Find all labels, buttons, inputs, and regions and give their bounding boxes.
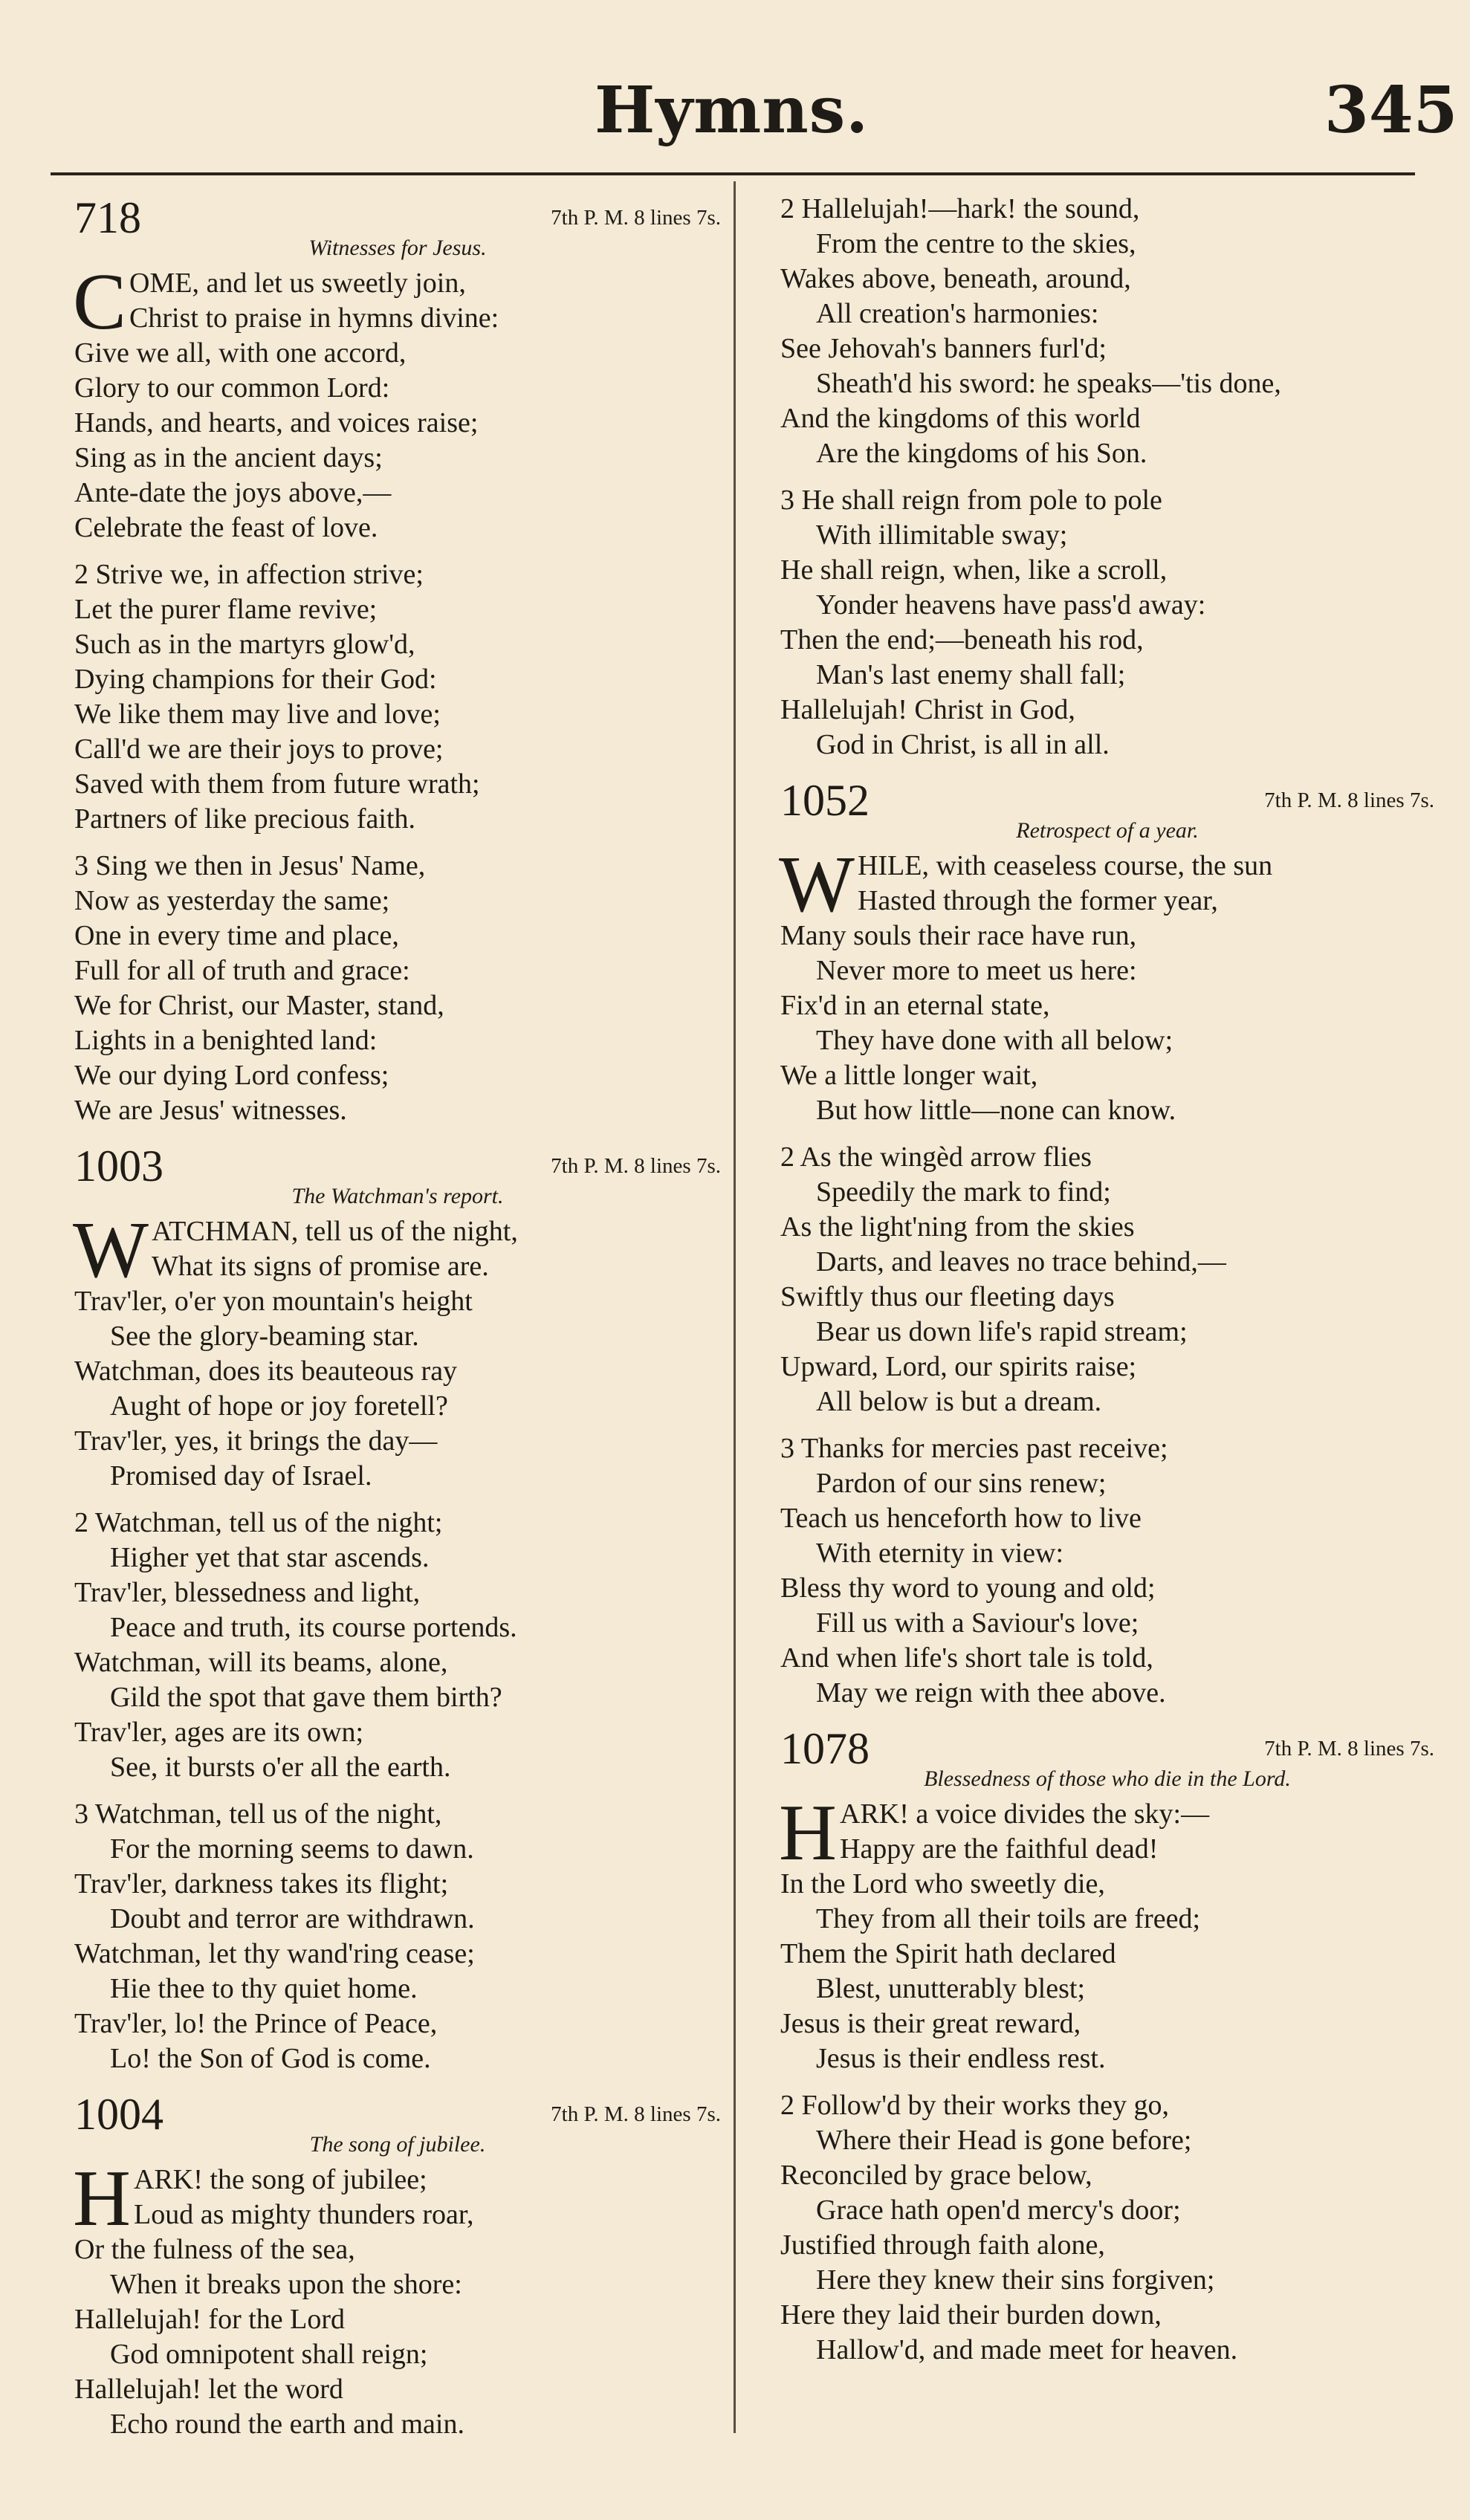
- hymn-line: Watchman, does its beauteous ray: [74, 1355, 458, 1387]
- hymn-header: [74, 1140, 721, 1214]
- hymn-line: May we reign with thee above.: [816, 1677, 1166, 1708]
- hymn-line: Higher yet that star ascends.: [110, 1542, 430, 1573]
- drop-cap-initial: H: [73, 2154, 131, 2243]
- page-number: 345: [1324, 73, 1458, 148]
- hymn-line: But how little—none can know.: [816, 1095, 1176, 1126]
- hymn-entry: [74, 2088, 721, 2442]
- drop-cap-initial: W: [779, 840, 855, 929]
- hymn-line: Darts, and leaves no trace behind,—: [816, 1246, 1226, 1277]
- hymn-line: Speedily the mark to find;: [816, 1176, 1111, 1208]
- hymn-line: In the Lord who sweetly die,: [780, 1868, 1105, 1899]
- hymn-line: Hallelujah! let the word: [74, 2374, 343, 2405]
- hymn-line: Doubt and terror are withdrawn.: [110, 1903, 475, 1934]
- hymn-subtitle: The song of jubilee.: [309, 2132, 486, 2157]
- hymn-line: See Jehovah's banners furl'd;: [780, 333, 1107, 364]
- hymn-line: We for Christ, our Master, stand,: [74, 990, 444, 1021]
- hymn-line: 3 Thanks for mercies past receive;: [780, 1433, 1168, 1464]
- hymn-subtitle: Witnesses for Jesus.: [308, 236, 487, 260]
- hymn-line: Lights in a benighted land:: [74, 1025, 378, 1056]
- hymn-line: Trav'ler, yes, it brings the day—: [74, 1425, 438, 1457]
- hymn-line: Saved with them from future wrath;: [74, 768, 480, 800]
- hymn-line: When it breaks upon the shore:: [110, 2269, 462, 2300]
- hymn-line: We like them may live and love;: [74, 699, 441, 730]
- hymn-line: He shall reign, when, like a scroll,: [780, 554, 1168, 586]
- hymn-line: Hallelujah! Christ in God,: [780, 694, 1075, 725]
- hymn-line: Trav'ler, lo! the Prince of Peace,: [74, 2008, 438, 2039]
- hymn-line: Many souls their race have run,: [780, 920, 1137, 951]
- hymn-line: Grace hath open'd mercy's door;: [816, 2195, 1181, 2226]
- hymn-line: 2 Watchman, tell us of the night;: [74, 1507, 443, 1538]
- hymn-stanza: [780, 1431, 1434, 1711]
- hymn-line: 2 As the wingèd arrow flies: [780, 1141, 1092, 1173]
- hymn-line: Reconciled by grace below,: [780, 2160, 1092, 2191]
- hymn-line: We a little longer wait,: [780, 1060, 1038, 1091]
- hymn-line: Full for all of truth and grace:: [74, 955, 410, 986]
- hymn-meter: 7th P. M. 8 lines 7s.: [551, 1154, 721, 1178]
- hymn-header: [780, 774, 1434, 849]
- hymn-line: We our dying Lord confess;: [74, 1060, 389, 1091]
- drop-cap-initial: W: [73, 1206, 149, 1295]
- drop-cap-initial: H: [779, 1789, 837, 1877]
- hymn-line: Swiftly thus our fleeting days: [780, 1281, 1115, 1312]
- hymn-line: See the glory-beaming star.: [110, 1321, 419, 1352]
- hymn-subtitle: The Watchman's report.: [291, 1184, 504, 1208]
- hymn-line: Or the fulness of the sea,: [74, 2234, 355, 2265]
- hymn-line: 2 Hallelujah!—hark! the sound,: [780, 193, 1140, 224]
- hymn-line: Echo round the earth and main.: [110, 2409, 464, 2440]
- hymn-number: 1052: [780, 776, 870, 825]
- hymn-line: Trav'ler, o'er yon mountain's height: [74, 1286, 473, 1317]
- hymn-number: 1003: [74, 1141, 163, 1191]
- hymn-entry: [74, 192, 721, 1128]
- hymn-line: Now as yesterday the same;: [74, 885, 390, 916]
- hymn-line: Bear us down life's rapid stream;: [816, 1316, 1188, 1347]
- hymn-line: Call'd we are their joys to prove;: [74, 733, 444, 765]
- hymn-line: Celebrate the feast of love.: [74, 512, 378, 543]
- hymn-line: Never more to meet us here:: [816, 955, 1137, 986]
- hymn-line: ARK! the song of jubilee;: [134, 2164, 427, 2195]
- hymn-line: Wakes above, beneath, around,: [780, 263, 1131, 294]
- hymn-header: [74, 2088, 721, 2163]
- hymn-line: Pardon of our sins renew;: [816, 1468, 1107, 1499]
- hymn-stanza: [73, 2154, 721, 2442]
- continued-stanza: [780, 483, 1434, 762]
- hymn-line: Then the end;—beneath his rod,: [780, 624, 1144, 655]
- hymn-line: All creation's harmonies:: [816, 298, 1099, 329]
- hymn-line: With illimitable sway;: [816, 519, 1068, 551]
- hymn-entry: [780, 1723, 1434, 2368]
- hymn-entry: [780, 774, 1434, 1711]
- hymn-line: As the light'ning from the skies: [780, 1211, 1135, 1243]
- hymn-line: Blest, unutterably blest;: [816, 1973, 1086, 2004]
- continued-stanza: [780, 192, 1434, 471]
- hymn-number: 1004: [74, 2090, 163, 2139]
- hymn-line: Trav'ler, darkness takes its flight;: [74, 1868, 449, 1899]
- running-title: Hymns.: [595, 73, 870, 148]
- hymn-subtitle: Blessedness of those who die in the Lord.: [924, 1766, 1291, 1791]
- hymn-line: Where their Head is gone before;: [816, 2125, 1192, 2156]
- hymn-line: 2 Follow'd by their works they go,: [780, 2090, 1169, 2121]
- hymn-header: [780, 1723, 1434, 1797]
- hymn-line: 3 He shall reign from pole to pole: [780, 485, 1162, 516]
- hymn-meter: 7th P. M. 8 lines 7s.: [1264, 788, 1434, 812]
- hymn-meter: 7th P. M. 8 lines 7s.: [1264, 1737, 1434, 1761]
- hymn-line: ARK! a voice divides the sky:—: [840, 1798, 1210, 1830]
- hymn-line: Are the kingdoms of his Son.: [816, 438, 1147, 469]
- hymn-line: Here they laid their burden down,: [780, 2299, 1162, 2330]
- hymn-line: Man's last enemy shall fall;: [816, 659, 1126, 690]
- hymn-line: Watchman, will its beams, alone,: [74, 1647, 448, 1678]
- hymn-line: See, it bursts o'er all the earth.: [110, 1752, 451, 1783]
- hymn-line: Teach us henceforth how to live: [780, 1503, 1142, 1534]
- hymn-meter: 7th P. M. 8 lines 7s.: [551, 2102, 721, 2126]
- hymn-line: Hallow'd, and made meet for heaven.: [816, 2334, 1238, 2365]
- hymn-header: [74, 192, 721, 266]
- hymn-line: With eternity in view:: [816, 1538, 1064, 1569]
- hymn-line: Hasted through the former year,: [857, 885, 1218, 916]
- hymn-meter: 7th P. M. 8 lines 7s.: [551, 206, 721, 230]
- hymn-line: Watchman, let thy wand'ring cease;: [74, 1938, 475, 1969]
- hymn-line: Loud as mighty thunders roar,: [134, 2199, 474, 2230]
- hymn-stanza: [779, 1789, 1434, 2076]
- hymn-line: All below is but a dream.: [816, 1386, 1102, 1417]
- hymn-line: They have done with all below;: [816, 1025, 1173, 1056]
- hymn-stanza: [74, 1797, 721, 2076]
- hymn-stanza: [73, 1206, 721, 1494]
- hymn-line: Dying champions for their God:: [74, 664, 437, 695]
- hymn-line: Fill us with a Saviour's love;: [816, 1607, 1139, 1639]
- hymn-line: Here they knew their sins forgiven;: [816, 2264, 1215, 2296]
- hymn-line: What its signs of promise are.: [151, 1251, 489, 1282]
- hymn-line: Sheath'd his sword: he speaks—'tis done,: [816, 368, 1281, 399]
- column-divider: [734, 181, 736, 2433]
- hymn-line: OME, and let us sweetly join,: [129, 268, 466, 299]
- hymn-line: Hands, and hearts, and voices raise;: [74, 407, 479, 438]
- hymn-line: Gild the spot that gave them birth?: [110, 1682, 502, 1713]
- hymn-stanza: [73, 258, 721, 545]
- hymn-line: Fix'd in an eternal state,: [780, 990, 1050, 1021]
- hymn-line: Hallelujah! for the Lord: [74, 2304, 346, 2335]
- hymn-line: Promised day of Israel.: [110, 1460, 372, 1491]
- hymn-line: Sing as in the ancient days;: [74, 442, 383, 473]
- hymn-line: Ante-date the joys above,—: [74, 477, 392, 508]
- hymn-line: Christ to praise in hymns divine:: [129, 302, 499, 334]
- hymn-line: Jesus is their great reward,: [780, 2008, 1081, 2039]
- right-column: [780, 192, 1434, 2380]
- hymn-line: Jesus is their endless rest.: [816, 2043, 1106, 2074]
- hymn-line: Trav'ler, blessedness and light,: [74, 1577, 421, 1608]
- hymn-line: 3 Watchman, tell us of the night,: [74, 1798, 442, 1830]
- hymn-line: They from all their toils are freed;: [816, 1903, 1201, 1934]
- hymn-number: 718: [74, 193, 141, 242]
- hymn-entry: [74, 1140, 721, 2076]
- hymn-line: ATCHMAN, tell us of the night,: [151, 1216, 518, 1247]
- hymn-line: God omnipotent shall reign;: [110, 2339, 428, 2370]
- hymn-stanza: [779, 840, 1434, 1128]
- hymn-line: We are Jesus' witnesses.: [74, 1095, 347, 1126]
- hymn-number: 1078: [780, 1724, 870, 1773]
- hymn-line: Peace and truth, its course portends.: [110, 1612, 517, 1643]
- hymn-line: Happy are the faithful dead!: [840, 1833, 1159, 1865]
- hymn-line: Them the Spirit hath declared: [780, 1938, 1116, 1969]
- hymn-line: One in every time and place,: [74, 920, 399, 951]
- hymn-line: Trav'ler, ages are its own;: [74, 1717, 364, 1748]
- hymn-line: Such as in the martyrs glow'd,: [74, 629, 415, 660]
- hymn-line: Give we all, with one accord,: [74, 337, 407, 369]
- hymn-line: God in Christ, is all in all.: [816, 729, 1110, 760]
- hymn-line: Aught of hope or joy foretell?: [110, 1390, 448, 1422]
- hymn-line: Hie thee to thy quiet home.: [110, 1973, 418, 2004]
- hymn-line: Partners of like precious faith.: [74, 803, 416, 835]
- hymn-line: 3 Sing we then in Jesus' Name,: [74, 850, 426, 881]
- hymn-subtitle: Retrospect of a year.: [1016, 818, 1199, 843]
- hymn-stanza: [780, 2088, 1434, 2368]
- drop-cap-initial: C: [73, 258, 127, 346]
- left-column: [74, 192, 721, 2454]
- hymn-line: For the morning seems to dawn.: [110, 1833, 474, 1865]
- hymn-line: And when life's short tale is told,: [780, 1642, 1153, 1674]
- hymn-line: Upward, Lord, our spirits raise;: [780, 1351, 1137, 1382]
- hymn-line: HILE, with ceaseless course, the sun: [857, 850, 1273, 881]
- hymn-line: And the kingdoms of this world: [780, 403, 1141, 434]
- hymn-line: Yonder heavens have pass'd away:: [816, 589, 1206, 621]
- hymn-stanza: [74, 557, 721, 837]
- header-rule: [51, 172, 1415, 175]
- hymn-line: Lo! the Son of God is come.: [110, 2043, 431, 2074]
- hymn-stanza: [74, 849, 721, 1128]
- hymn-stanza: [780, 1140, 1434, 1419]
- hymn-line: Justified through faith alone,: [780, 2229, 1105, 2261]
- hymn-line: From the centre to the skies,: [816, 228, 1136, 259]
- hymn-line: Let the purer flame revive;: [74, 594, 378, 625]
- hymn-line: Glory to our common Lord:: [74, 372, 390, 404]
- hymn-line: Bless thy word to young and old;: [780, 1572, 1156, 1604]
- hymn-stanza: [74, 1506, 721, 1785]
- hymn-line: 2 Strive we, in affection strive;: [74, 559, 424, 590]
